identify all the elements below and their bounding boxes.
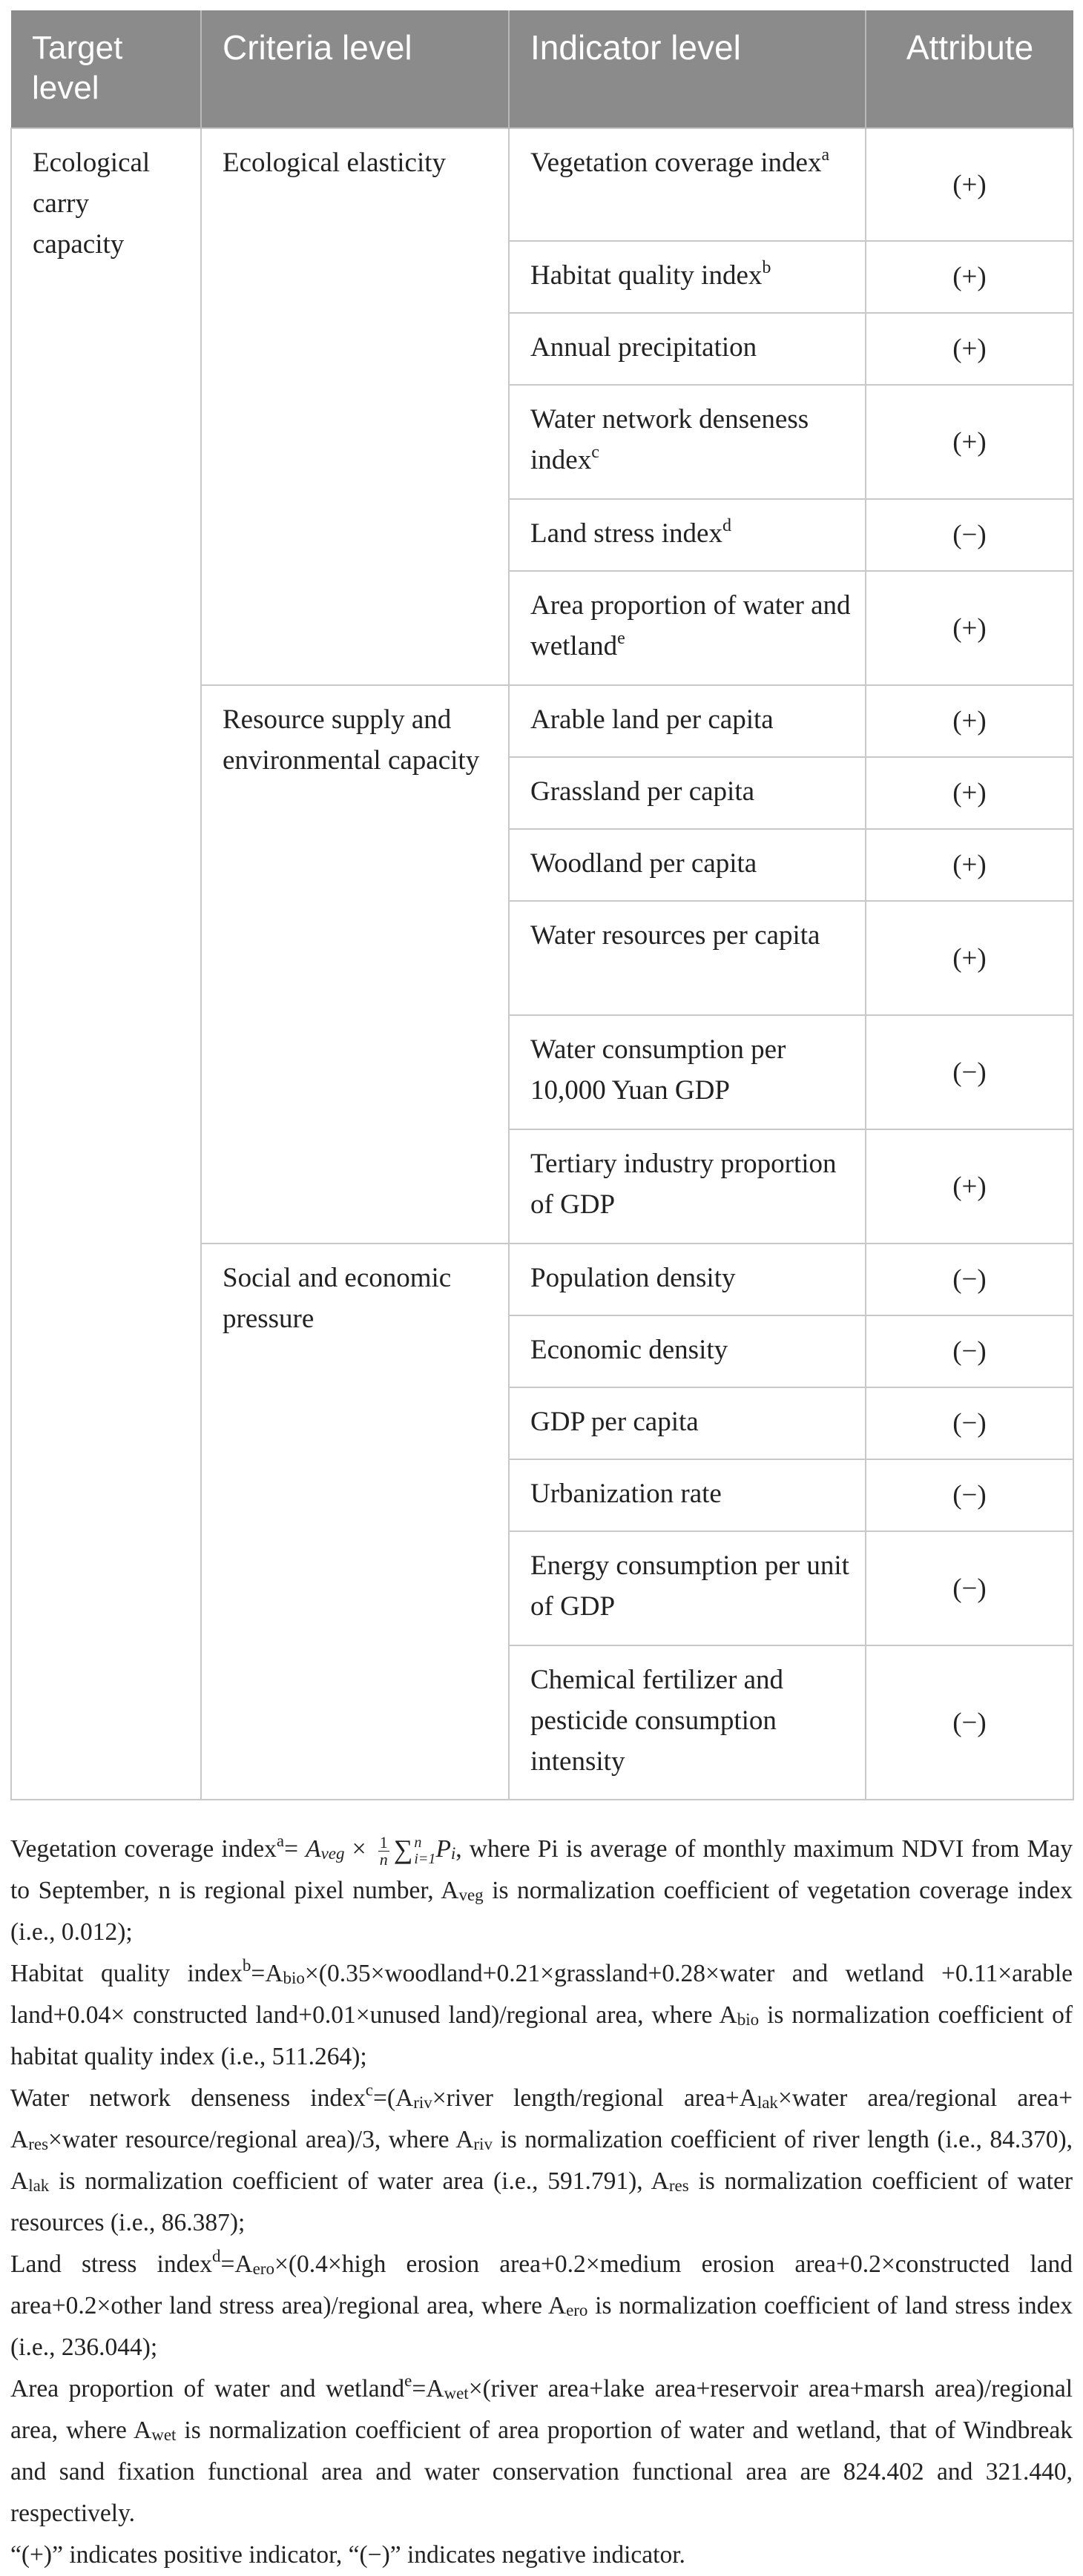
formula-subscript: wet [151,2425,177,2444]
formula-subscript: lak [28,2176,50,2195]
indicator-text: Water network denseness index [530,404,809,475]
attribute-cell: (+) [866,1129,1073,1244]
footnote-text: =A [220,2250,253,2278]
attribute-cell: (+) [866,571,1073,685]
attribute-cell: (−) [866,1387,1073,1459]
footnote-text: is normalization coefficient of habitat quality index (i.e., 511.264); [10,2001,1073,2070]
indicator-cell: Economic density [509,1315,866,1387]
attribute-cell: (−) [866,1315,1073,1387]
footnote-text: =A [412,2375,444,2402]
indicator-table-container [10,10,1073,1800]
attribute-cell: (+) [866,685,1073,757]
header-attribute: Attribute [866,10,1073,128]
attribute-cell: (+) [866,901,1073,1015]
indicator-cell [509,571,866,685]
formula-subscript: ero [252,2259,274,2278]
footnote-text: Area proportion of water and wetland [10,2375,405,2402]
footnote-e [10,2368,1073,2534]
indicator-table [10,10,1074,1800]
footnote-text: is normalization coefficient of area proportion of water and wetland, that of Windbreak and sand fixation functional area and water conservation functional area are 824.402 and 321.440, respectively. [10,2417,1073,2527]
footnote-text: ×(river area+lake area+reservoir area+marsh area)/regional area, where A [10,2375,1073,2444]
attribute-cell: (+) [866,128,1073,241]
indicator-cell: Woodland per capita [509,829,866,901]
criteria-cell: Resource supply and environmental capacity [201,685,509,1244]
attribute-cell: (−) [866,1531,1073,1645]
formula-subscript: riv [413,2093,432,2112]
attribute-cell: (+) [866,757,1073,829]
formula-subscript: veg [458,1886,484,1904]
fraction-numerator: 1 [379,1832,388,1852]
indicator-cell: Population density [509,1244,866,1315]
indicator-cell [509,241,866,313]
footnote-text: ×river length/regional area+A [432,2084,757,2112]
indicator-footnote-mark: c [591,442,599,462]
summation-icon: ∑ [393,1834,413,1864]
criteria-cell: Ecological elasticity [201,128,509,685]
indicator-footnote-mark: a [821,145,830,165]
table-footnotes [10,1827,1073,2576]
indicator-cell: Energy consumption per unit of GDP [509,1531,866,1645]
indicator-footnote-mark: d [722,515,731,535]
attribute-cell: (+) [866,241,1073,313]
table-header-row [11,10,1073,128]
footnote-text: = [284,1835,306,1863]
footnote-text: ×water resource/regional area)/3, where A [48,2126,474,2153]
indicator-footnote-mark: b [762,257,771,277]
summation-lower: i=1 [414,1851,436,1868]
footnote-text: ×(0.4×high erosion area+0.2×medium erosion area+0.2×constructed land area+0.2×other land stress area)/regional area, where A [10,2250,1073,2319]
fraction-denominator: n [379,1849,388,1869]
indicator-cell: Urbanization rate [509,1459,866,1531]
formula-subscript: wet [444,2384,469,2402]
indicator-cell: GDP per capita [509,1387,866,1459]
indicator-cell: Tertiary industry proportion of GDP [509,1129,866,1244]
footnote-text: , where Pi is average of monthly maximum NDVI from May to September, n is regional pixel number, A [10,1835,1073,1904]
attribute-cell: (+) [866,313,1073,385]
footnote-text: is normalization coefficient of water resources (i.e., 86.387); [10,2167,1073,2236]
footnote-text: Habitat quality index [10,1960,243,1987]
attribute-cell: (−) [866,1015,1073,1129]
footnote-text: Vegetation coverage index [10,1835,277,1863]
footnote-mark: d [211,2246,221,2265]
footnote-text: =(A [372,2084,414,2112]
attribute-cell: (+) [866,385,1073,499]
footnote-mark: a [276,1831,285,1850]
formula-subscript: bio [737,2010,760,2029]
footnote-c [10,2078,1073,2244]
footnote-b [10,1953,1073,2078]
indicator-text: Area proportion of water and wetland [530,590,851,661]
footnote-text: Water network denseness index [10,2084,366,2112]
indicator-cell [509,313,866,385]
footnote-text: ×water area/regional area+ A [10,2084,1073,2153]
table-body [11,128,1073,1800]
formula [306,1832,456,1869]
attribute-cell: (−) [866,1645,1073,1800]
indicator-cell: Water consumption per 10,000 Yuan GDP [509,1015,866,1129]
footnote-text: is normalization coefficient of river length (i.e., 84.370), A [10,2126,1073,2195]
footnote-mark: c [365,2080,373,2099]
attribute-cell: (−) [866,1459,1073,1531]
summation-limits [414,1834,435,1867]
indicator-cell: Arable land per capita [509,685,866,757]
table-row [11,128,1073,241]
footnote-mark: b [242,1955,251,1975]
indicator-text: Habitat quality index [530,260,763,291]
formula-subscript: res [28,2135,49,2153]
formula-subscript: veg [320,1844,345,1863]
attribute-cell: (+) [866,829,1073,901]
formula-symbol: P [435,1835,451,1863]
formula-subscript: riv [473,2135,493,2153]
indicator-text: Land stress index [530,518,722,549]
indicator-cell: Grassland per capita [509,757,866,829]
formula-subscript: ero [566,2301,588,2319]
formula-operator: × [344,1835,374,1863]
indicator-text: Annual precipitation [530,332,757,363]
header-criteria-level: Criteria level [201,10,509,128]
indicator-cell: Water resources per capita [509,901,866,1015]
footnote-d [10,2244,1073,2368]
footnote-text: =A [251,1960,283,1987]
footnote-text: is normalization coefficient of water area (i.e., 591.791), A [49,2167,669,2195]
indicator-text: Vegetation coverage index [530,148,822,178]
attribute-cell: (−) [866,1244,1073,1315]
formula-subscript: bio [283,1969,305,1987]
footnote-text: ×(0.35×woodland+0.21×grassland+0.28×water and wetland +0.11×arable land+0.04× constructed land+0.01×unused land)/regional area, where A [10,1960,1073,2029]
header-target-level: Target level [11,10,201,128]
formula-subscript: i [450,1844,456,1863]
formula-subscript: res [668,2176,689,2195]
footnote-a [10,1827,1073,1953]
footnote-legend: “(+)” indicates positive indicator, “(−)” indicates negative indicator. [10,2541,685,2569]
formula-symbol: A [306,1835,321,1863]
indicator-footnote-mark: e [617,628,625,648]
criteria-cell: Social and economic pressure [201,1244,509,1800]
footnote-text: is normalization coefficient of land stress index (i.e., 236.044); [10,2292,1073,2361]
footnote-text: Land stress index [10,2250,212,2278]
indicator-cell [509,385,866,499]
summation-upper: n [414,1834,422,1852]
formula-fraction [378,1834,389,1868]
footnote-text: is normalization coefficient of vegetation coverage index (i.e., 0.012); [10,1877,1073,1946]
indicator-cell: Chemical fertilizer and pesticide consumption intensity [509,1645,866,1800]
indicator-cell [509,499,866,571]
footnote-mark: e [404,2371,412,2390]
indicator-cell [509,128,866,241]
target-cell: Ecological carry capacity [11,128,201,1800]
header-indicator-level: Indicator level [509,10,866,128]
attribute-cell: (−) [866,499,1073,571]
formula-subscript: lak [757,2093,778,2112]
